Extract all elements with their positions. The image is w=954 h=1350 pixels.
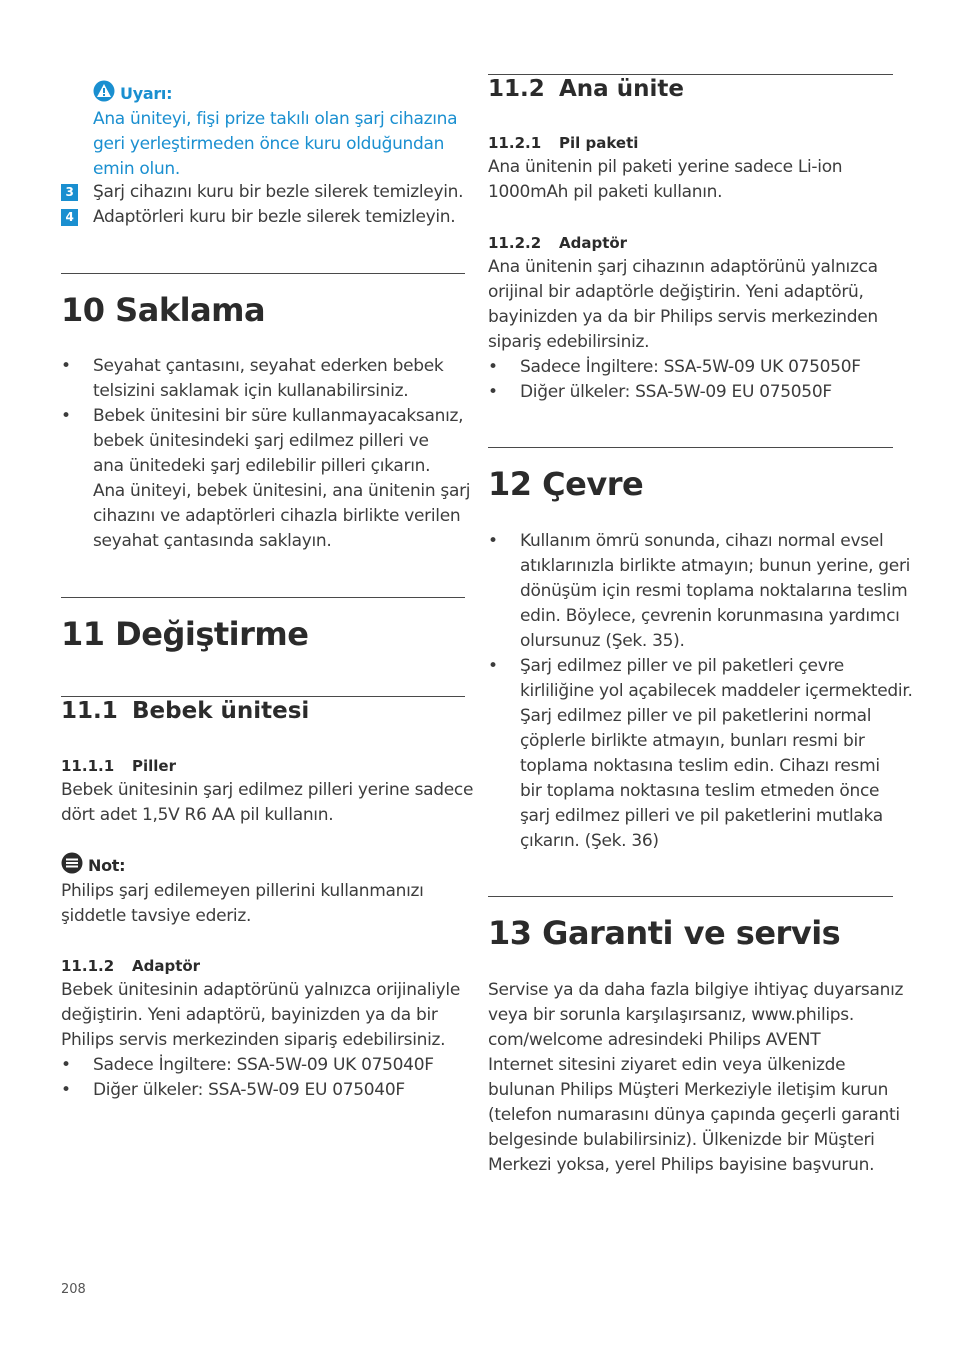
note-icon [61, 852, 83, 874]
note-header [61, 852, 424, 879]
list-item: • Sadece İngiltere: SSA-5W-09 UK 075040F [61, 1055, 434, 1075]
step-text: Şarj cihazını kuru bir bezle silerek temizleyin. [93, 182, 464, 202]
warning-line: Ana üniteyi, fişi prize takılı olan şarj cihazına [93, 109, 458, 129]
section-12-bullets [488, 529, 913, 854]
section-divider [61, 273, 465, 274]
step-text: Adaptörleri kuru bir bezle silerek temizleyin. [93, 207, 456, 227]
step-number-badge: 3 [61, 184, 78, 201]
paragraph: Servise ya da daha fazla bilgiye ihtiyaç duyarsanız veya bir sorunla karşılaşırsanız, www.philips. com/welcome adresindeki Philips AVENT Internet sitesini ziyaret edin veya ülkenizde bulunan Philips Müşteri Merkeziyle iletişim kurun (telefon numarasını dünya çapında geçerli garanti belgesinde bulabilirsiniz). Ülkenizde bir Müşteri Merkezi yoksa, yerel Philips bayisine başvurun. [488, 980, 904, 1175]
section-11-title: 11 Değiştirme [61, 615, 309, 653]
section-divider [488, 447, 893, 448]
warning-header [93, 80, 457, 107]
paragraph: Ana ünitenin şarj cihazının adaptörünü yalnızca orijinal bir adaptörle değiştirin. Yeni adaptörü, bayinizden ya da bir Philips servis merkezinden sipariş edebilirsiniz. [488, 257, 878, 352]
subsection-divider [488, 74, 893, 75]
list-item: • Bebek ünitesini bir süre kullanmayacaksanız, bebek ünitesindeki şarj edilmez pilleri ve ana ünitedeki şarj edilebilir pilleri çıkarın. Ana üniteyi, bebek ünitesini, ana ünitenin şarj cihazını ve adaptörleri cihazla birlikte verilen seyahat çantasında saklayın. [61, 406, 471, 551]
subsection-11-1-2-title: 11.1.2 Adaptör [61, 957, 201, 975]
subsection-11-1-title: 11.1 Bebek ünitesi [61, 698, 310, 724]
paragraph: Bebek ünitesinin şarj edilmez pilleri yerine sadece dört adet 1,5V R6 AA pil kullanın. [61, 780, 474, 825]
list-item: • Diğer ülkeler: SSA-5W-09 EU 075050F [488, 382, 832, 402]
paragraph: Ana ünitenin pil paketi yerine sadece Li-ion 1000mAh pil paketi kullanın. [488, 157, 843, 202]
list-item: • Seyahat çantasını, seyahat ederken bebek telsizini saklamak için kullanabilirsiniz. [61, 356, 444, 401]
subsection-11-2-title: 11.2 Ana ünite [488, 76, 684, 102]
warning-line: geri yerleştirmeden önce kuru olduğundan [93, 134, 445, 154]
warning-line: emin olun. [93, 159, 180, 179]
section-10-bullets [61, 354, 471, 554]
subsection-divider [61, 696, 465, 697]
paragraph: Bebek ünitesinin adaptörünü yalnızca orijinaliyle değiştirin. Yeni adaptörü, bayinizden ya da bir Philips servis merkezinden sipariş edebilirsiniz. [61, 980, 461, 1050]
step-4 [61, 205, 455, 230]
warning-label: Uyarı: [120, 84, 173, 103]
adaptor-bullets [61, 1053, 434, 1103]
section-12-title: 12 Çevre [488, 465, 644, 503]
warning-icon [93, 80, 115, 102]
note-block: Not: Philips şarj edilemeyen pillerini kullanmanızı şiddetle tavsiye ederiz. [61, 852, 424, 929]
note-label: Not: [88, 856, 126, 875]
subsection-11-2-1-title: 11.2.1 Pil paketi [488, 134, 639, 152]
list-item: • Diğer ülkeler: SSA-5W-09 EU 075040F [61, 1080, 405, 1100]
section-10-title: 10 Saklama [61, 291, 266, 329]
subsection-11-2-2-title: 11.2.2 Adaptör [488, 234, 628, 252]
section-divider [61, 597, 465, 598]
adaptor-bullets [488, 355, 861, 405]
list-item: • Kullanım ömrü sonunda, cihazı normal evsel atıklarınızla birlikte atmayın; bunun yerine, geri dönüşüm için resmi toplama noktalarına teslim edin. Böylece, çevrenin korunmasına yardımcı olursunuz (Şek. 35). [488, 531, 911, 651]
page-number: 208 [61, 1282, 86, 1297]
list-item: • Sadece İngiltere: SSA-5W-09 UK 075050F [488, 357, 861, 377]
warning-block [93, 80, 457, 182]
section-divider [488, 896, 893, 897]
warning-text [93, 107, 457, 182]
subsection-11-1-1-title: 11.1.1 Piller [61, 757, 176, 775]
step-number-badge: 4 [61, 209, 78, 226]
list-item: • Şarj edilmez piller ve pil paketleri çevre kirliliğine yol açabilecek maddeler içermektedir. Şarj edilmez piller ve pil paketlerini normal çöplerle birlikte atmayın, bunları resmi bir toplama noktasına teslim edin. Cihazı resmi bir toplama noktasına teslim etmeden önce şarj edilmez pilleri ve pil paketlerini mutlaka çıkarın. (Şek. 36) [488, 656, 913, 851]
section-13-title: 13 Garanti ve servis [488, 914, 841, 952]
step-3 [61, 180, 463, 205]
